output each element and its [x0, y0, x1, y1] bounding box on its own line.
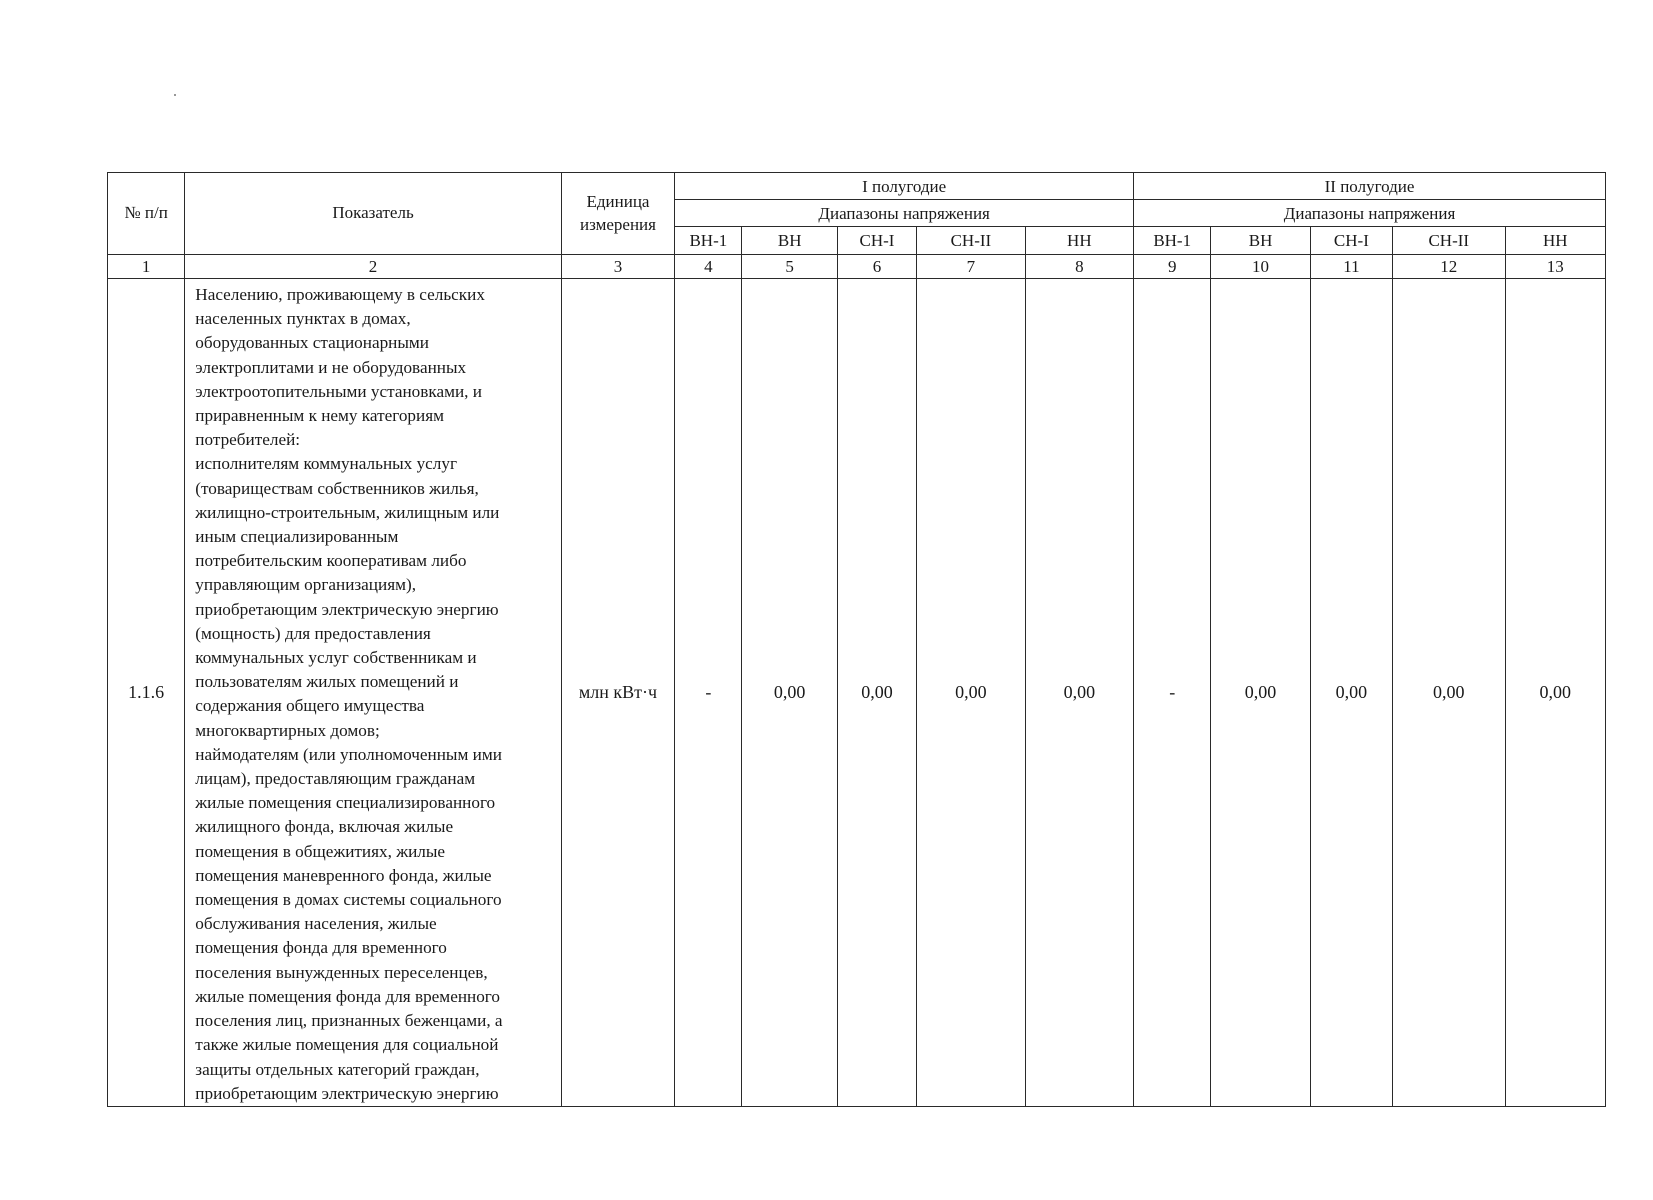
header-level-cell: СН-I: [837, 227, 916, 255]
indicator-line: оборудованных стационарными: [195, 333, 430, 353]
value-cell: -: [675, 279, 742, 1107]
indicator-line: жилые помещения специализированного: [195, 793, 496, 813]
column-number-cell: 4: [675, 255, 742, 279]
column-number-cell: 11: [1310, 255, 1392, 279]
indicator-line: приобретающим электрическую энергию: [195, 1083, 499, 1103]
column-number-cell: 5: [742, 255, 837, 279]
value-cell: 0,00: [1025, 279, 1133, 1107]
indicator-line: (мощность) для предоставления: [195, 623, 431, 643]
column-number-cell: 7: [917, 255, 1025, 279]
header-indicator: Показатель: [185, 173, 561, 255]
indicator-line: жилищного фонда, включая жилые: [195, 817, 454, 837]
indicator-line: пользователям жилых помещений и: [195, 672, 459, 692]
row-indicator: [185, 279, 561, 1107]
indicator-line: электроотопительными установками, и: [195, 381, 482, 401]
value-cell: 0,00: [1211, 279, 1310, 1107]
value-cell: -: [1134, 279, 1211, 1107]
header-level-cell: НН: [1025, 227, 1133, 255]
column-number-cell: 13: [1505, 255, 1606, 279]
column-number-cell: 3: [561, 255, 674, 279]
indicator-line: помещения фонда для временного: [195, 938, 447, 958]
header-half2: II полугодие: [1134, 173, 1606, 200]
header-num: № п/п: [108, 173, 185, 255]
column-number-cell: 6: [837, 255, 916, 279]
indicator-line: поселения вынужденных переселенцев,: [195, 962, 488, 982]
indicator-line: приравненным к нему категориям: [195, 406, 445, 426]
indicator-line: приобретающим электрическую энергию: [195, 599, 499, 619]
column-number-row: [108, 255, 1606, 279]
header-level-cell: ВН-1: [675, 227, 742, 255]
header-unit: Единица измерения: [561, 173, 674, 255]
header-half1: I полугодие: [675, 173, 1134, 200]
value-cell: 0,00: [742, 279, 837, 1107]
indicator-line: коммунальных услуг собственникам и: [195, 648, 477, 668]
indicator-line: помещения в домах системы социального: [195, 890, 502, 910]
indicator-line: помещения маневренного фонда, жилые: [195, 865, 492, 885]
indicator-line: населенных пунктах в домах,: [195, 309, 411, 329]
indicator-line: содержания общего имущества: [195, 696, 425, 716]
header-ranges-half2: Диапазоны напряжения: [1134, 200, 1606, 227]
scan-speck: [174, 94, 176, 96]
header-level-cell: СН-I: [1310, 227, 1392, 255]
column-number-cell: 8: [1025, 255, 1133, 279]
indicator-line: исполнителям коммунальных услуг: [195, 454, 458, 474]
indicator-line: многоквартирных домов;: [195, 720, 380, 740]
indicator-line: наймодателям (или уполномоченным ими: [195, 744, 502, 764]
indicator-line: управляющим организациям),: [195, 575, 417, 595]
value-cell: 0,00: [1393, 279, 1505, 1107]
indicator-line: жилые помещения фонда для временного: [195, 986, 501, 1006]
value-cell: 0,00: [1505, 279, 1606, 1107]
value-cell: 0,00: [837, 279, 916, 1107]
indicator-line: также жилые помещения для социальной: [195, 1035, 499, 1055]
column-number-cell: 10: [1211, 255, 1310, 279]
indicator-line: лицам), предоставляющим гражданам: [195, 769, 476, 789]
indicator-line: защиты отдельных категорий граждан,: [195, 1059, 480, 1079]
header-level-cell: СН-II: [917, 227, 1025, 255]
indicator-line: обслуживания населения, жилые: [195, 914, 437, 934]
indicator-line: поселения лиц, признанных беженцами, а: [195, 1011, 503, 1031]
column-number-cell: 1: [108, 255, 185, 279]
value-cell: 0,00: [1310, 279, 1392, 1107]
header-level-cell: СН-II: [1393, 227, 1505, 255]
indicator-line: потребителей:: [195, 430, 301, 450]
tariff-table: [107, 172, 1606, 1107]
row-unit: млн кВт·ч: [561, 279, 674, 1107]
header-level-cell: ВН-1: [1134, 227, 1211, 255]
header-ranges-half1: Диапазоны напряжения: [675, 200, 1134, 227]
value-cell: 0,00: [917, 279, 1025, 1107]
indicator-line: электроплитами и не оборудованных: [195, 357, 467, 377]
indicator-line: (товариществам собственников жилья,: [195, 478, 479, 498]
header-row-period: [108, 173, 1606, 200]
header-level-cell: ВН: [742, 227, 837, 255]
header-level-cell: НН: [1505, 227, 1606, 255]
column-number-cell: 2: [185, 255, 561, 279]
indicator-line: Населению, проживающему в сельских: [195, 285, 485, 304]
indicator-line: помещения в общежитиях, жилые: [195, 841, 446, 861]
table-row: [108, 279, 1606, 1107]
indicator-line: жилищно-строительным, жилищным или: [195, 502, 500, 522]
column-number-cell: 12: [1393, 255, 1505, 279]
indicator-line: потребительским кооперативам либо: [195, 551, 467, 571]
column-number-cell: 9: [1134, 255, 1211, 279]
row-number: 1.1.6: [108, 279, 185, 1107]
header-level-cell: ВН: [1211, 227, 1310, 255]
indicator-line: иным специализированным: [195, 527, 399, 547]
